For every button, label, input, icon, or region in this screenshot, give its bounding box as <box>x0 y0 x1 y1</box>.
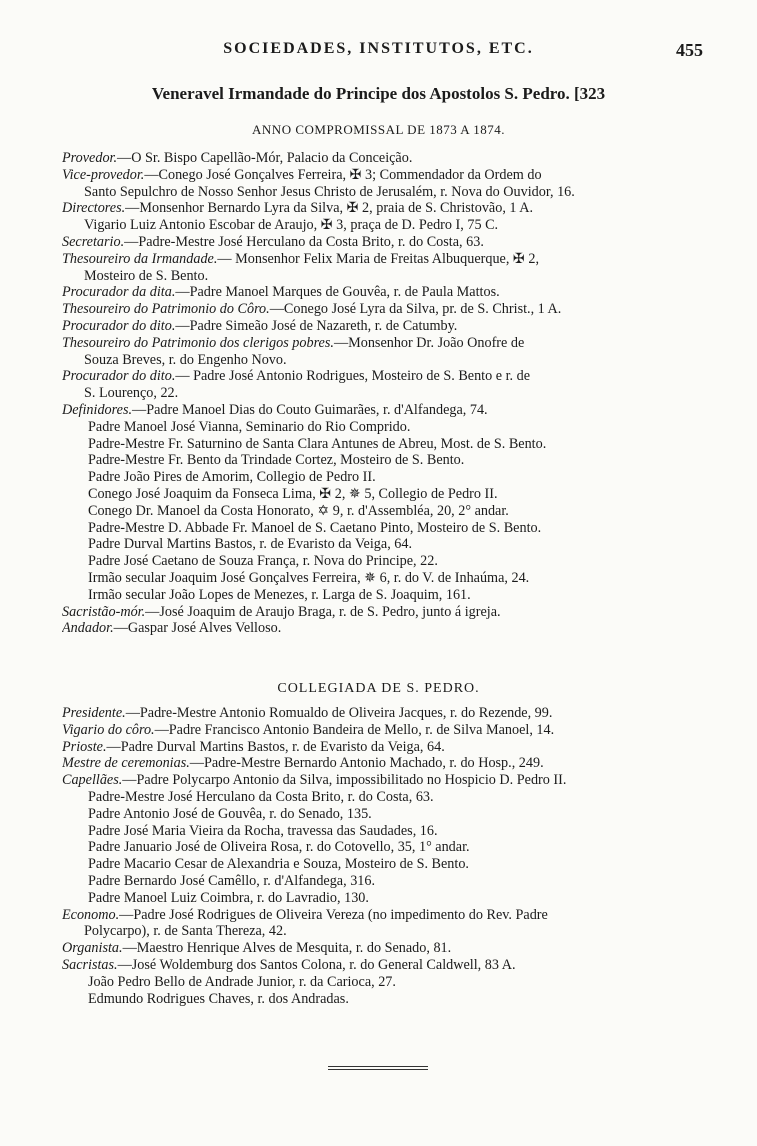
entry-continuation <box>62 268 708 285</box>
organization-title: Veneravel Irmandade do Principe dos Apostolos S. Pedro. [323 <box>151 84 606 103</box>
running-title: SOCIEDADES, INSTITUTOS, ETC. <box>223 40 534 57</box>
office-title: Andador. <box>62 620 114 637</box>
officer-entry <box>62 940 708 957</box>
officer-entry <box>62 604 708 621</box>
officer-entry <box>62 251 708 268</box>
office-title: Secretario. <box>62 233 125 250</box>
member-entry <box>62 974 708 991</box>
member-entry <box>62 452 708 469</box>
entry-text: —José Woldemburg dos Santos Colona, r. do General Caldwell, 83 A. <box>117 956 516 973</box>
officer-entry <box>62 301 708 318</box>
entry-text: —Monsenhor Dr. João Onofre de <box>333 334 525 351</box>
entry-text: — Padre José Antonio Rodrigues, Mosteiro de S. Bento e r. de <box>175 368 531 385</box>
entry-text: Irmão secular Joaquim José Gonçalves Ferreira, ✵ 6, r. do V. de Inhaúma, 24. <box>88 569 530 586</box>
entry-text: Padre-Mestre José Herculano da Costa Brito, r. do Costa, 63. <box>88 788 434 805</box>
member-entry <box>62 536 708 553</box>
office-title: Capellães. <box>62 772 123 789</box>
entry-text: Padre-Mestre D. Abbade Fr. Manoel de S. Caetano Pinto, Mosteiro de S. Bento. <box>88 519 542 536</box>
entry-continuation <box>62 923 708 940</box>
member-entry <box>62 587 708 604</box>
entry-text: Padre Durval Martins Bastos, r. de Evaristo da Veiga, 64. <box>88 536 413 553</box>
office-title: Thesoureiro do Patrimonio dos clerigos pobres. <box>62 334 334 351</box>
officer-entry <box>62 739 708 756</box>
officer-entry <box>62 284 708 301</box>
entry-text: —Padre Manoel Dias do Couto Guimarães, r. d'Alfandega, 74. <box>132 401 488 418</box>
officer-entry <box>62 318 708 335</box>
member-entry <box>62 890 708 907</box>
closing-rule <box>328 1066 428 1070</box>
officer-entry <box>62 722 708 739</box>
member-entry <box>62 503 708 520</box>
office-title: Procurador do dito. <box>62 317 176 334</box>
entry-text: —Padre Simeão José de Nazareth, r. de Catumby. <box>175 317 458 334</box>
officer-entry <box>62 200 708 217</box>
office-title: Prioste. <box>62 738 107 755</box>
entry-text: —Padre Francisco Antonio Bandeira de Mello, r. de Silva Manoel, 14. <box>154 721 555 738</box>
office-title: Organista. <box>62 940 123 957</box>
entry-text: —Padre José Rodrigues de Oliveira Vereza (no impedimento do Rev. Padre <box>119 906 548 923</box>
officer-entry <box>62 167 708 184</box>
entry-continuation <box>62 217 708 234</box>
entry-text: Padre Manoel José Vianna, Seminario do Rio Comprido. <box>88 418 411 435</box>
member-entry <box>62 806 708 823</box>
member-entry <box>62 469 708 486</box>
entry-text: Souza Breves, r. do Engenho Novo. <box>84 351 287 368</box>
office-title: Mestre de ceremonias. <box>62 755 190 772</box>
entry-text: Padre José Caetano de Souza França, r. Nova do Principe, 22. <box>88 553 438 570</box>
officer-entry <box>62 368 708 385</box>
entry-text: —Maestro Henrique Alves de Mesquita, r. do Senado, 81. <box>122 940 452 957</box>
office-title: Sacristas. <box>62 956 118 973</box>
officer-entry <box>62 335 708 352</box>
entry-text: Padre-Mestre Fr. Saturnino de Santa Clara Antunes de Abreu, Most. de S. Bento. <box>88 435 547 452</box>
entry-text: Padre Macario Cesar de Alexandria e Souza, Mosteiro de S. Bento. <box>88 856 469 873</box>
entry-text: Conego José Joaquim da Fonseca Lima, ✠ 2, ✵ 5, Collegio de Pedro II. <box>88 485 498 502</box>
office-title: Definidores. <box>62 401 133 418</box>
office-title: Directores. <box>62 200 126 217</box>
irmandade-officers-list <box>62 150 708 637</box>
office-title: Procurador da dita. <box>62 284 176 301</box>
entry-text: —Conego José Lyra da Silva, pr. de S. Christ., 1 A. <box>269 301 562 318</box>
entry-continuation <box>62 184 708 201</box>
entry-text: Santo Sepulchro de Nosso Senhor Jesus Christo de Jerusalém, r. Nova do Ouvidor, 16. <box>84 183 575 200</box>
member-entry <box>62 486 708 503</box>
entry-text: —Padre-Mestre José Herculano da Costa Brito, r. do Costa, 63. <box>124 233 484 250</box>
collegiada-officers-list <box>62 705 708 1007</box>
office-title: Presidente. <box>62 705 126 721</box>
entry-text: —Padre Manoel Marques de Gouvêa, r. de Paula Mattos. <box>175 284 500 301</box>
member-entry <box>62 873 708 890</box>
officer-entry <box>62 150 708 167</box>
entry-text: João Pedro Bello de Andrade Junior, r. da Carioca, 27. <box>88 973 396 990</box>
office-title: Procurador do dito. <box>62 368 176 385</box>
entry-text: —Padre-Mestre Bernardo Antonio Machado, r. do Hosp., 249. <box>189 755 544 772</box>
entry-text: Padre Januario José de Oliveira Rosa, r. do Cotovello, 35, 1° andar. <box>88 839 470 856</box>
officer-entry <box>62 755 708 772</box>
officer-entry <box>62 907 708 924</box>
entry-text: —Padre Durval Martins Bastos, r. de Evaristo da Veiga, 64. <box>106 738 445 755</box>
entry-text: Padre Bernardo José Camêllo, r. d'Alfandega, 316. <box>88 872 376 889</box>
entry-text: Polycarpo), r. de Santa Thereza, 42. <box>84 923 287 940</box>
office-title: Economo. <box>62 906 120 923</box>
page-number: 455 <box>676 40 703 60</box>
entry-text: Edmundo Rodrigues Chaves, r. dos Andradas. <box>88 990 349 1007</box>
fiscal-years: ANNO COMPROMISSAL DE 1873 A 1874. <box>252 122 505 137</box>
member-entry <box>62 436 708 453</box>
office-title: Sacristão-mór. <box>62 603 146 620</box>
entry-text: Irmão secular João Lopes de Menezes, r. Larga de S. Joaquim, 161. <box>88 586 471 603</box>
entry-text: — Monsenhor Felix Maria de Freitas Albuquerque, ✠ 2, <box>217 250 540 267</box>
entry-text: Vigario Luiz Antonio Escobar de Araujo, ✠ 3, praça de D. Pedro I, 75 C. <box>84 217 499 234</box>
member-entry <box>62 789 708 806</box>
entry-text: —Padre-Mestre Antonio Romualdo de Oliveira Jacques, r. do Rezende, 99. <box>125 705 553 721</box>
member-entry <box>62 570 708 587</box>
member-entry <box>62 991 708 1008</box>
entry-text: S. Lourenço, 22. <box>84 385 179 402</box>
officer-entry <box>62 234 708 251</box>
member-entry <box>62 823 708 840</box>
entry-text: Mosteiro de S. Bento. <box>84 267 209 284</box>
member-entry <box>62 856 708 873</box>
office-title: Thesoureiro do Patrimonio do Côro. <box>62 301 270 318</box>
entry-continuation <box>62 352 708 369</box>
entry-text: —O Sr. Bispo Capellão-Mór, Palacio da Conceição. <box>117 150 413 166</box>
officer-entry <box>62 957 708 974</box>
entry-text: Conego Dr. Manoel da Costa Honorato, ✡ 9, r. d'Assembléa, 20, 2° andar. <box>88 502 509 519</box>
office-title: Thesoureiro da Irmandade. <box>62 250 218 267</box>
running-head <box>0 40 757 64</box>
office-title: Vice-provedor. <box>62 166 145 183</box>
office-title: Provedor. <box>62 150 118 166</box>
entry-text: —Gaspar José Alves Velloso. <box>113 620 282 637</box>
member-entry <box>62 839 708 856</box>
officer-entry <box>62 772 708 789</box>
member-entry <box>62 553 708 570</box>
entry-text: —Conego José Gonçalves Ferreira, ✠ 3; Commendador da Ordem do <box>144 166 542 183</box>
entry-text: Padre Antonio José de Gouvêa, r. do Senado, 135. <box>88 805 372 822</box>
member-entry <box>62 520 708 537</box>
entry-text: —José Joaquim de Araujo Braga, r. de S. Pedro, junto á igreja. <box>145 603 501 620</box>
member-entry <box>62 419 708 436</box>
entry-text: Padre-Mestre Fr. Bento da Trindade Cortez, Mosteiro de S. Bento. <box>88 452 465 469</box>
entry-continuation <box>62 385 708 402</box>
collegiada-title: COLLEGIADA DE S. PEDRO. <box>277 681 480 696</box>
officer-entry <box>62 620 708 637</box>
entry-text: Padre João Pires de Amorim, Collegio de Pedro II. <box>88 469 376 486</box>
entry-text: —Monsenhor Bernardo Lyra da Silva, ✠ 2, praia de S. Christovão, 1 A. <box>125 200 534 217</box>
entry-text: Padre José Maria Vieira da Rocha, travessa das Saudades, 16. <box>88 822 438 839</box>
entry-text: —Padre Polycarpo Antonio da Silva, impossibilitado no Hospicio D. Pedro II. <box>122 772 567 789</box>
officer-entry <box>62 705 708 722</box>
officer-entry <box>62 402 708 419</box>
entry-text: Padre Manoel Luiz Coimbra, r. do Lavradio, 130. <box>88 889 369 906</box>
office-title: Vigario do côro. <box>62 721 155 738</box>
